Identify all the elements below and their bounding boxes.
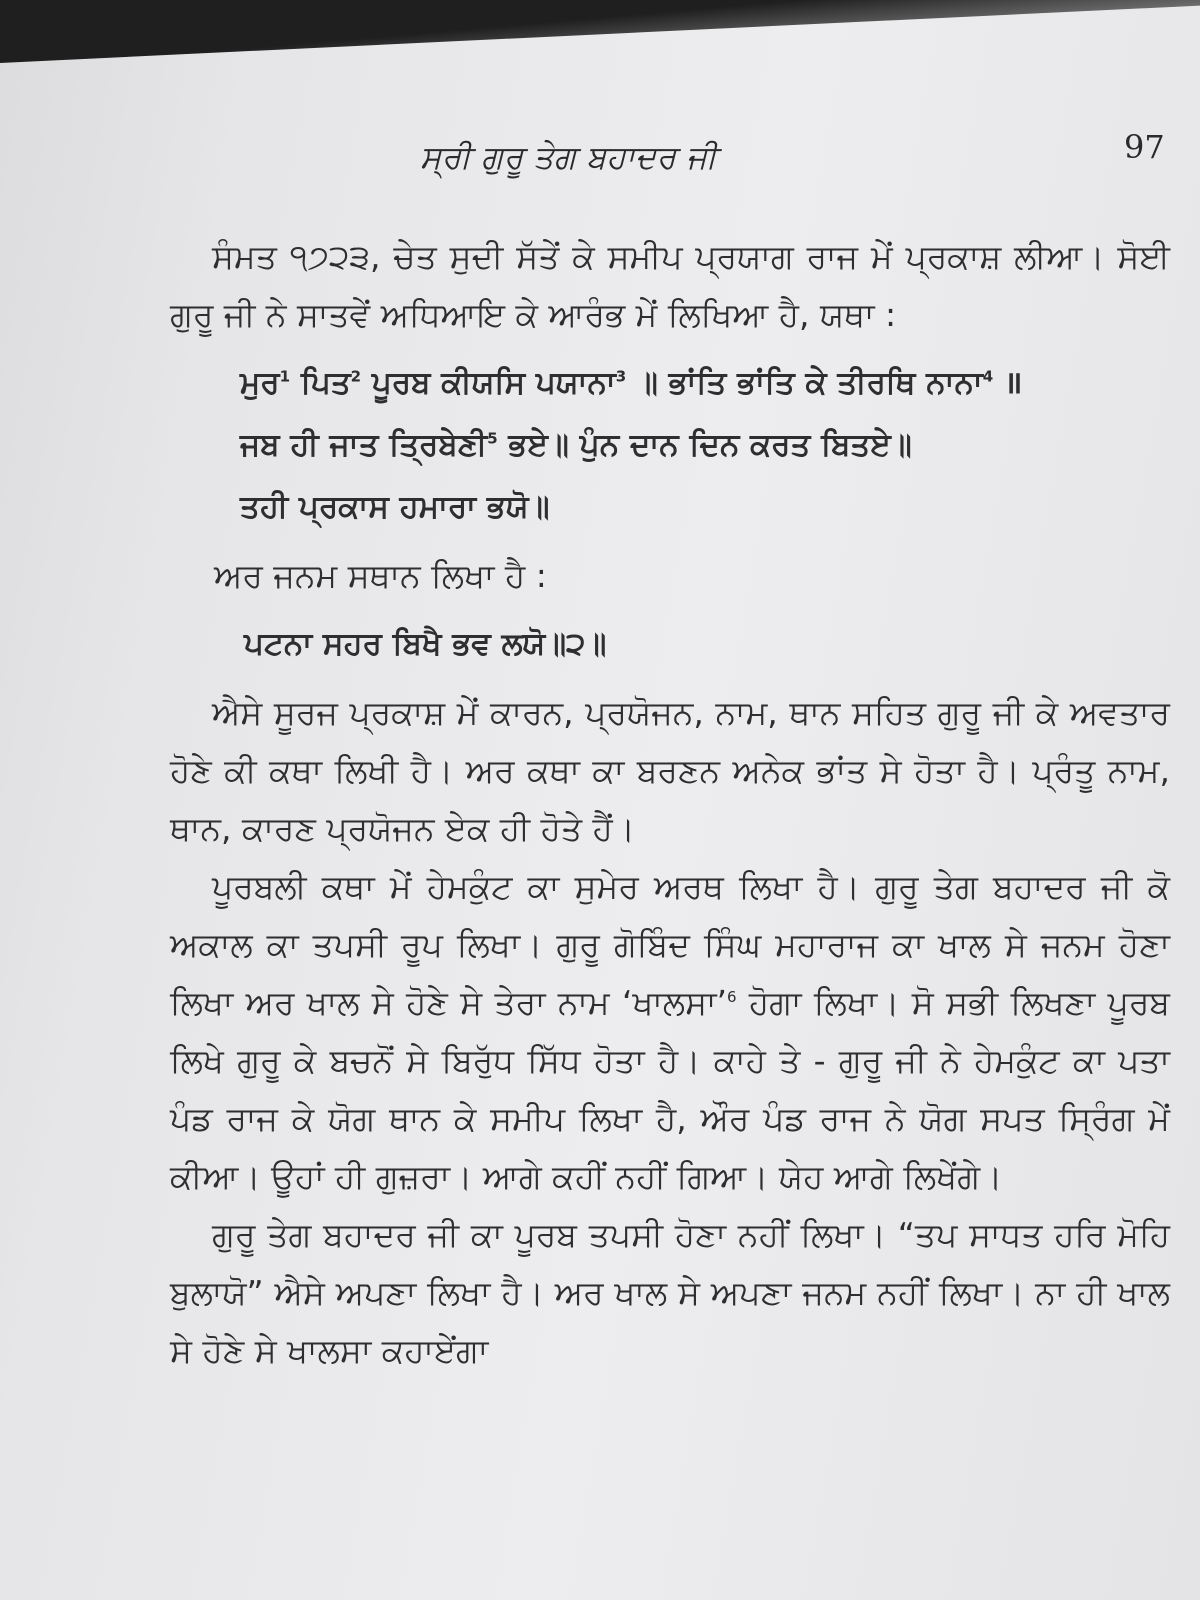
- paragraph-4: ਗੁਰੂ ਤੇਗ ਬਹਾਦਰ ਜੀ ਕਾ ਪੂਰਬ ਤਪਸੀ ਹੋਣਾ ਨਹੀਂ ਲਿਖਾ। “ਤਪ ਸਾਧਤ ਹਰਿ ਮੋਹਿ ਬੁਲਾਯੋ” ਐਸੇ ਅਪਣਾ ਲਿਖਾ ਹੈ। ਅਰ ਖਾਲ ਸੇ ਅਪਣਾ ਜਨਮ ਨਹੀਂ ਲਿਖਾ। ਨਾ ਹੀ ਖਾਲ ਸੇ ਹੋਣੇ ਸੇ ਖਾਲਸਾ ਕਹਾਏਂਗਾ: [170, 1215, 1170, 1370]
- birthplace-caption: ਅਰ ਜਨਮ ਸਥਾਨ ਲਿਖਾ ਹੈ :: [214, 556, 547, 595]
- body-text: [170, 228, 1170, 1380]
- page-edge-shadow: [0, 0, 1200, 70]
- verse-line-4: ਪਟਨਾ ਸਹਰ ਬਿਖੈ ਭਵ ਲਯੋ॥੨॥: [244, 626, 607, 662]
- verse-block: [240, 352, 1170, 538]
- page-number: 97: [1124, 128, 1165, 166]
- footnote-ref-6: 6: [727, 988, 737, 1006]
- paragraph-1: ਸੰਮਤ ੧੭੨੩, ਚੇਤ ਸੁਦੀ ਸੱਤੇਂ ਕੇ ਸਮੀਪ ਪ੍ਰਯਾਗ ਰਾਜ ਮੇਂ ਪ੍ਰਕਾਸ਼ ਲੀਆ। ਸੋਈ ਗੁਰੂ ਜੀ ਨੇ ਸਾਤਵੇਂ ਅਧਿਆਇ ਕੇ ਆਰੰਭ ਮੇਂ ਲਿਖਿਆ ਹੈ, ਯਥਾ :: [170, 237, 1170, 334]
- verse-line-3: ਤਹੀ ਪ੍ਰਕਾਸ ਹਮਾਰਾ ਭਯੋ॥: [240, 489, 550, 525]
- verse-line-2: ਜਬ ਹੀ ਜਾਤ ਤ੍ਰਿਬੇਣੀ$^5$ ਭਏ॥ ਪੁੰਨ ਦਾਨ ਦਿਨ ਕਰਤ ਬਿਤਏ॥: [240, 427, 912, 463]
- footnote-ref-5: 5: [487, 429, 498, 448]
- footnote-ref-4: 4: [982, 367, 994, 386]
- running-head: ਸ੍ਰੀ ਗੁਰੂ ਤੇਗ ਬਹਾਦਰ ਜੀ: [420, 138, 717, 176]
- footnote-ref-3: 3: [615, 367, 627, 386]
- paragraph-2: ਐਸੇ ਸੂਰਜ ਪ੍ਰਕਾਸ਼ ਮੇਂ ਕਾਰਨ, ਪ੍ਰਯੋਜਨ, ਨਾਮ, ਥਾਨ ਸਹਿਤ ਗੁਰੂ ਜੀ ਕੇ ਅਵਤਾਰ ਹੋਣੇ ਕੀ ਕਥਾ ਲਿਖੀ ਹੈ। ਅਰ ਕਥਾ ਕਾ ਬਰਣਨ ਅਨੇਕ ਭਾਂਤ ਸੇ ਹੋਤਾ ਹੈ। ਪ੍ਰੰਤੂ ਨਾਮ, ਥਾਨ, ਕਾਰਣ ਪ੍ਰਯੋਜਨ ਏਕ ਹੀ ਹੋਤੇ ਹੈਂ।: [170, 693, 1170, 848]
- footnote-ref-1: 1: [279, 367, 291, 386]
- paragraph-3: ਪੂਰਬਲੀ ਕਥਾ ਮੇਂ ਹੇਮਕੁੰਟ ਕਾ ਸੁਮੇਰ ਅਰਥ ਲਿਖਾ ਹੈ। ਗੁਰੂ ਤੇਗ ਬਹਾਦਰ ਜੀ ਕੋ ਅਕਾਲ ਕਾ ਤਪਸੀ ਰੂਪ ਲਿਖਾ। ਗੁਰੂ ਗੋਬਿੰਦ ਸਿੰਘ ਮਹਾਰਾਜ ਕਾ ਖਾਲ ਸੇ ਜਨਮ ਹੋਣਾ ਲਿਖਾ ਅਰ ਖਾਲ ਸੇ ਹੋਣੇ ਸੇ ਤੇਰਾ ਨਾਮ ‘ਖਾਲਸਾ’$^6$ ਹੋਗਾ ਲਿਖਾ। ਸੋ ਸਭੀ ਲਿਖਣਾ ਪੂਰਬ ਲਿਖੇ ਗੁਰੂ ਕੇ ਬਚਨੋਂ ਸੇ ਬਿਰੁੱਧ ਸਿੱਧ ਹੋਤਾ ਹੈ। ਕਾਹੇ ਤੇ - ਗੁਰੂ ਜੀ ਨੇ ਹੇਮਕੁੰਟ ਕਾ ਪਤਾ ਪੰਡ ਰਾਜ ਕੇ ਯੋਗ ਥਾਨ ਕੇ ਸਮੀਪ ਲਿਖਾ ਹੈ, ਔਰ ਪੰਡ ਰਾਜ ਨੇ ਯੋਗ ਸਪਤ ਸ੍ਰਿੰਗ ਮੇਂ ਕੀਆ। ਊਹਾਂ ਹੀ ਗੁਜ਼ਰਾ। ਆਗੇ ਕਹੀਂ ਨਹੀਂ ਗਿਆ। ਯੇਹ ਆਗੇ ਲਿਖੇਂਗੇ।: [170, 867, 1171, 1196]
- footnote-ref-2: 2: [350, 367, 362, 386]
- verse-line-1: ਮੁਰ$^1$ ਪਿਤ$^2$ ਪੂਰਬ ਕੀਯਸਿ ਪਯਾਨਾ$^3$ ॥ ਭਾਂਤਿ ਭਾਂਤਿ ਕੇ ਤੀਰਥਿ ਨਾਨਾ$^4$ ॥: [240, 365, 1023, 401]
